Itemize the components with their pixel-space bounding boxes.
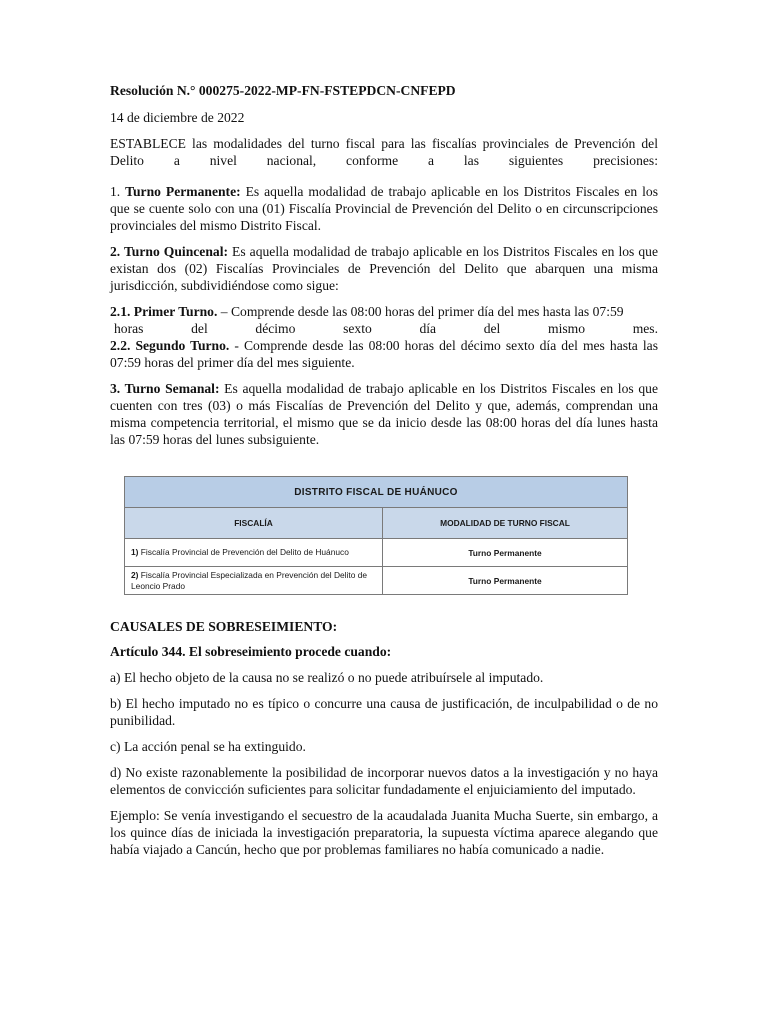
causales-heading: CAUSALES DE SOBRESEIMIENTO: xyxy=(110,619,338,634)
item-text: Es aquella modalidad de trabajo aplicable en los Distritos Fiscales en los que se cuente solo con una (01) Fiscalía Provincial de Prevención del Delito o en circunscripciones provinciales del mismo Distrito Fiscal. xyxy=(110,184,658,233)
item-label: 3. Turno Semanal: xyxy=(110,381,220,396)
item-text: - Comprende desde las 08:00 horas del décimo sexto día del mes hasta las 07:59 horas del primer día del mes siguiente. xyxy=(110,338,658,370)
causal-b: b) El hecho imputado no es típico o concurre una causa de justificación, de inculpabilidad o de no punibilidad. xyxy=(110,696,658,728)
item-label: 2. Turno Quincenal: xyxy=(110,244,228,259)
item-text: – Comprende desde las 08:00 horas del primer día del mes hasta las 07:59 xyxy=(217,304,624,319)
row-fiscalia: Fiscalía Provincial Especializada en Prevención del Delito de Leoncio Prado xyxy=(131,569,368,591)
distrito-table-wrapper xyxy=(124,476,628,595)
causal-a: a) El hecho objeto de la causa no se realizó o no puede atribuírsele al imputado. xyxy=(110,670,544,685)
distrito-table xyxy=(124,476,628,595)
document-body xyxy=(110,82,658,457)
column-header-fiscalia: FISCALÍA xyxy=(125,508,383,539)
intro-line-1: ESTABLECE las modalidades del turno fiscal para las fiscalías provinciales de Prevención del xyxy=(110,136,658,151)
item-turno-semanal xyxy=(110,380,658,448)
causal-c: c) La acción penal se ha extinguido. xyxy=(110,739,306,754)
table-row xyxy=(125,567,628,595)
table-cell-modalidad: Turno Permanente xyxy=(383,539,628,567)
item-primer-turno-line-2: horas del décimo sexto día del mismo mes. xyxy=(114,321,658,336)
item-text: Es aquella modalidad de trabajo aplicable en los Distritos Fiscales en los que cuenten con tres (03) o más Fiscalías de Prevención del Delito y que, además, comprendan una misma competencia territorial, el mismo que se da inicio desde las 08:00 horas del día lunes hasta las 07:59 horas del lunes subsiguiente. xyxy=(110,381,658,447)
causales-section xyxy=(110,618,658,867)
item-turno-quincenal xyxy=(110,243,658,294)
resolution-date: 14 de diciembre de 2022 xyxy=(110,110,245,125)
example-paragraph: Ejemplo: Se venía investigando el secuestro de la acaudalada Juanita Mucha Suerte, sin embargo, a los quince días de iniciada la investigación preparatoria, la supuesta víctima aparece alegando que había viajado a Cancún, hecho que por problemas familiares no había comunicado a nadie. xyxy=(110,808,658,857)
resolution-title: Resolución N.° 000275-2022-MP-FN-FSTEPDCN-CNFEPD xyxy=(110,83,456,98)
item-number: 1. xyxy=(110,184,121,199)
row-number: 2) xyxy=(131,569,139,580)
item-label: 2.2. Segundo Turno. xyxy=(110,338,230,353)
table-title: DISTRITO FISCAL DE HUÁNUCO xyxy=(125,477,628,508)
article-heading: Artículo 344. El sobreseimiento procede cuando: xyxy=(110,644,392,659)
row-number: 1) xyxy=(131,547,139,557)
table-cell-fiscalia xyxy=(125,567,383,595)
table-row xyxy=(125,539,628,567)
row-fiscalia: Fiscalía Provincial de Prevención del Delito de Huánuco xyxy=(140,547,349,557)
intro-paragraph xyxy=(110,135,658,169)
causal-d: d) No existe razonablemente la posibilidad de incorporar nuevos datos a la investigación y no haya elementos de convicción suficientes para solicitar fundadamente el enjuiciamiento del imputado. xyxy=(110,765,658,797)
item-segundo-turno xyxy=(110,337,658,371)
table-cell-fiscalia xyxy=(125,539,383,567)
table-cell-modalidad: Turno Permanente xyxy=(383,567,628,595)
item-label: 2.1. Primer Turno. xyxy=(110,304,218,319)
column-header-modalidad: MODALIDAD DE TURNO FISCAL xyxy=(383,508,628,539)
intro-line-2: Delito a nivel nacional, conforme a las siguientes precisiones: xyxy=(110,153,658,168)
item-text: Es aquella modalidad de trabajo aplicable en los Distritos Fiscales en los que existan dos (02) Fiscalías Provinciales de Prevención del Delito que abarquen una misma jurisdicción, subdividiéndose como sigue: xyxy=(110,244,658,293)
item-turno-permanente xyxy=(110,183,658,234)
item-primer-turno xyxy=(110,303,658,320)
item-label: Turno Permanente: xyxy=(125,184,241,199)
